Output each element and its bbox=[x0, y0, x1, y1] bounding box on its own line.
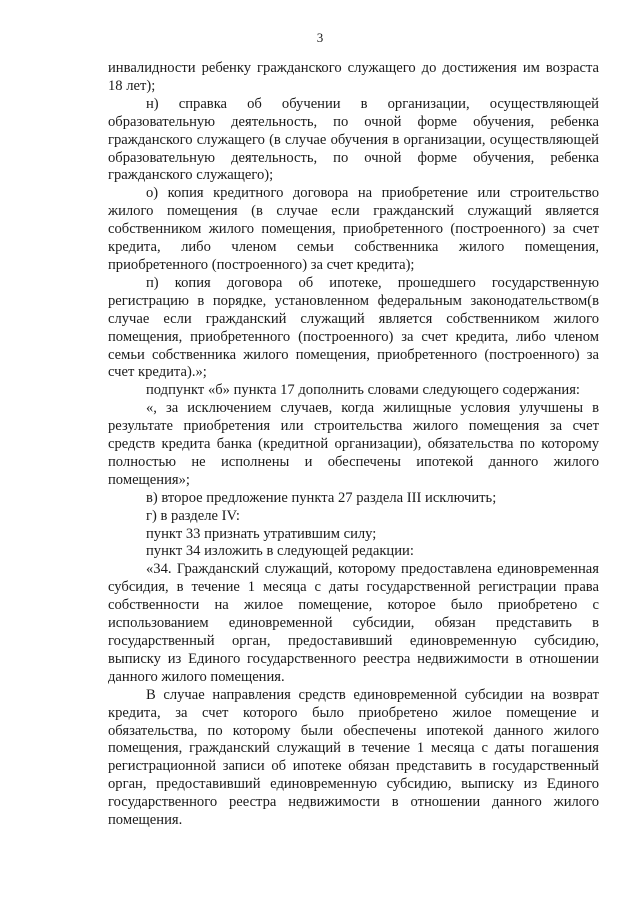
paragraph-point-34: пункт 34 изложить в следующей редакции: bbox=[146, 543, 414, 560]
paragraph-item-o: о) копия кредитного договора на приобретение или строительство жилого помещения (в случае если гражданский служащий является собственником жилого помещения, приобретенного (построенного) за счет кредита, либо членом семьи собственника жилого помещения, приобретенного (построенного) за счет кредита); bbox=[108, 185, 599, 273]
paragraph-item-v: в) второе предложение пункта 27 раздела III исключить; bbox=[146, 489, 497, 506]
paragraph-subpoint-b: подпункт «б» пункта 17 дополнить словами следующего содержания: bbox=[146, 382, 580, 399]
document-body bbox=[108, 60, 599, 830]
paragraph-point-33: пункт 33 признать утратившим силу; bbox=[146, 525, 377, 542]
paragraph-quote: «, за исключением случаев, когда жилищные условия улучшены в результате приобретения или строительства жилого помещения за счет средств кредита банка (кредитной организации), обязательства по которому полностью не исполнены и обеспечены ипотекой данного жилого помещения»; bbox=[108, 400, 599, 488]
paragraph-continuation: инвалидности ребенку гражданского служащего до достижения им возраста 18 лет); bbox=[108, 60, 599, 94]
page-number: 3 bbox=[316, 30, 324, 45]
paragraph-subsidy-case: В случае направления средств единовременной субсидии на возврат кредита, за счет которого было приобретено жилое помещение и обязательства, по которому были обеспечены ипотекой данного жилого помещения, гражданский служащий в течение 1 месяца с даты погашения регистрационной записи об ипотеке обязан представить в государственный орган, предоставивший единовременную субсидию, выписку из Единого государственного реестра недвижимости в отношении данного жилого помещения. bbox=[108, 686, 599, 829]
paragraph-point-34-text: «34. Гражданский служащий, которому предоставлена единовременная субсидия, в течение 1 месяца с даты государственной регистрации права собственности на жилое помещение, которое было приобретено с использованием единовременной субсидии, обязан представить в государственный орган, предоставивший единовременную субсидию, выписку из Единого государственного реестра недвижимости в отношении данного жилого помещения. bbox=[108, 561, 599, 685]
paragraph-item-n: н) справка об обучении в организации, осуществляющей образовательную деятельность, по очной форме обучения, ребенка гражданского служащего (в случае обучения в организации, осуществляющей образовательную деятельность, по очной форме обучения, ребенка гражданского служащего); bbox=[108, 95, 599, 184]
paragraph-item-g: г) в разделе IV: bbox=[146, 507, 240, 524]
paragraph-item-p: п) копия договора об ипотеке, прошедшего государственную регистрацию в порядке, установленном федеральным законодательством(в случае если гражданский служащий является собственником жилого помещения, приобретенного (построенного) за счет кредита, либо членом семьи собственника жилого помещения, приобретенного (построенного) за счет кредита).»; bbox=[108, 274, 599, 381]
